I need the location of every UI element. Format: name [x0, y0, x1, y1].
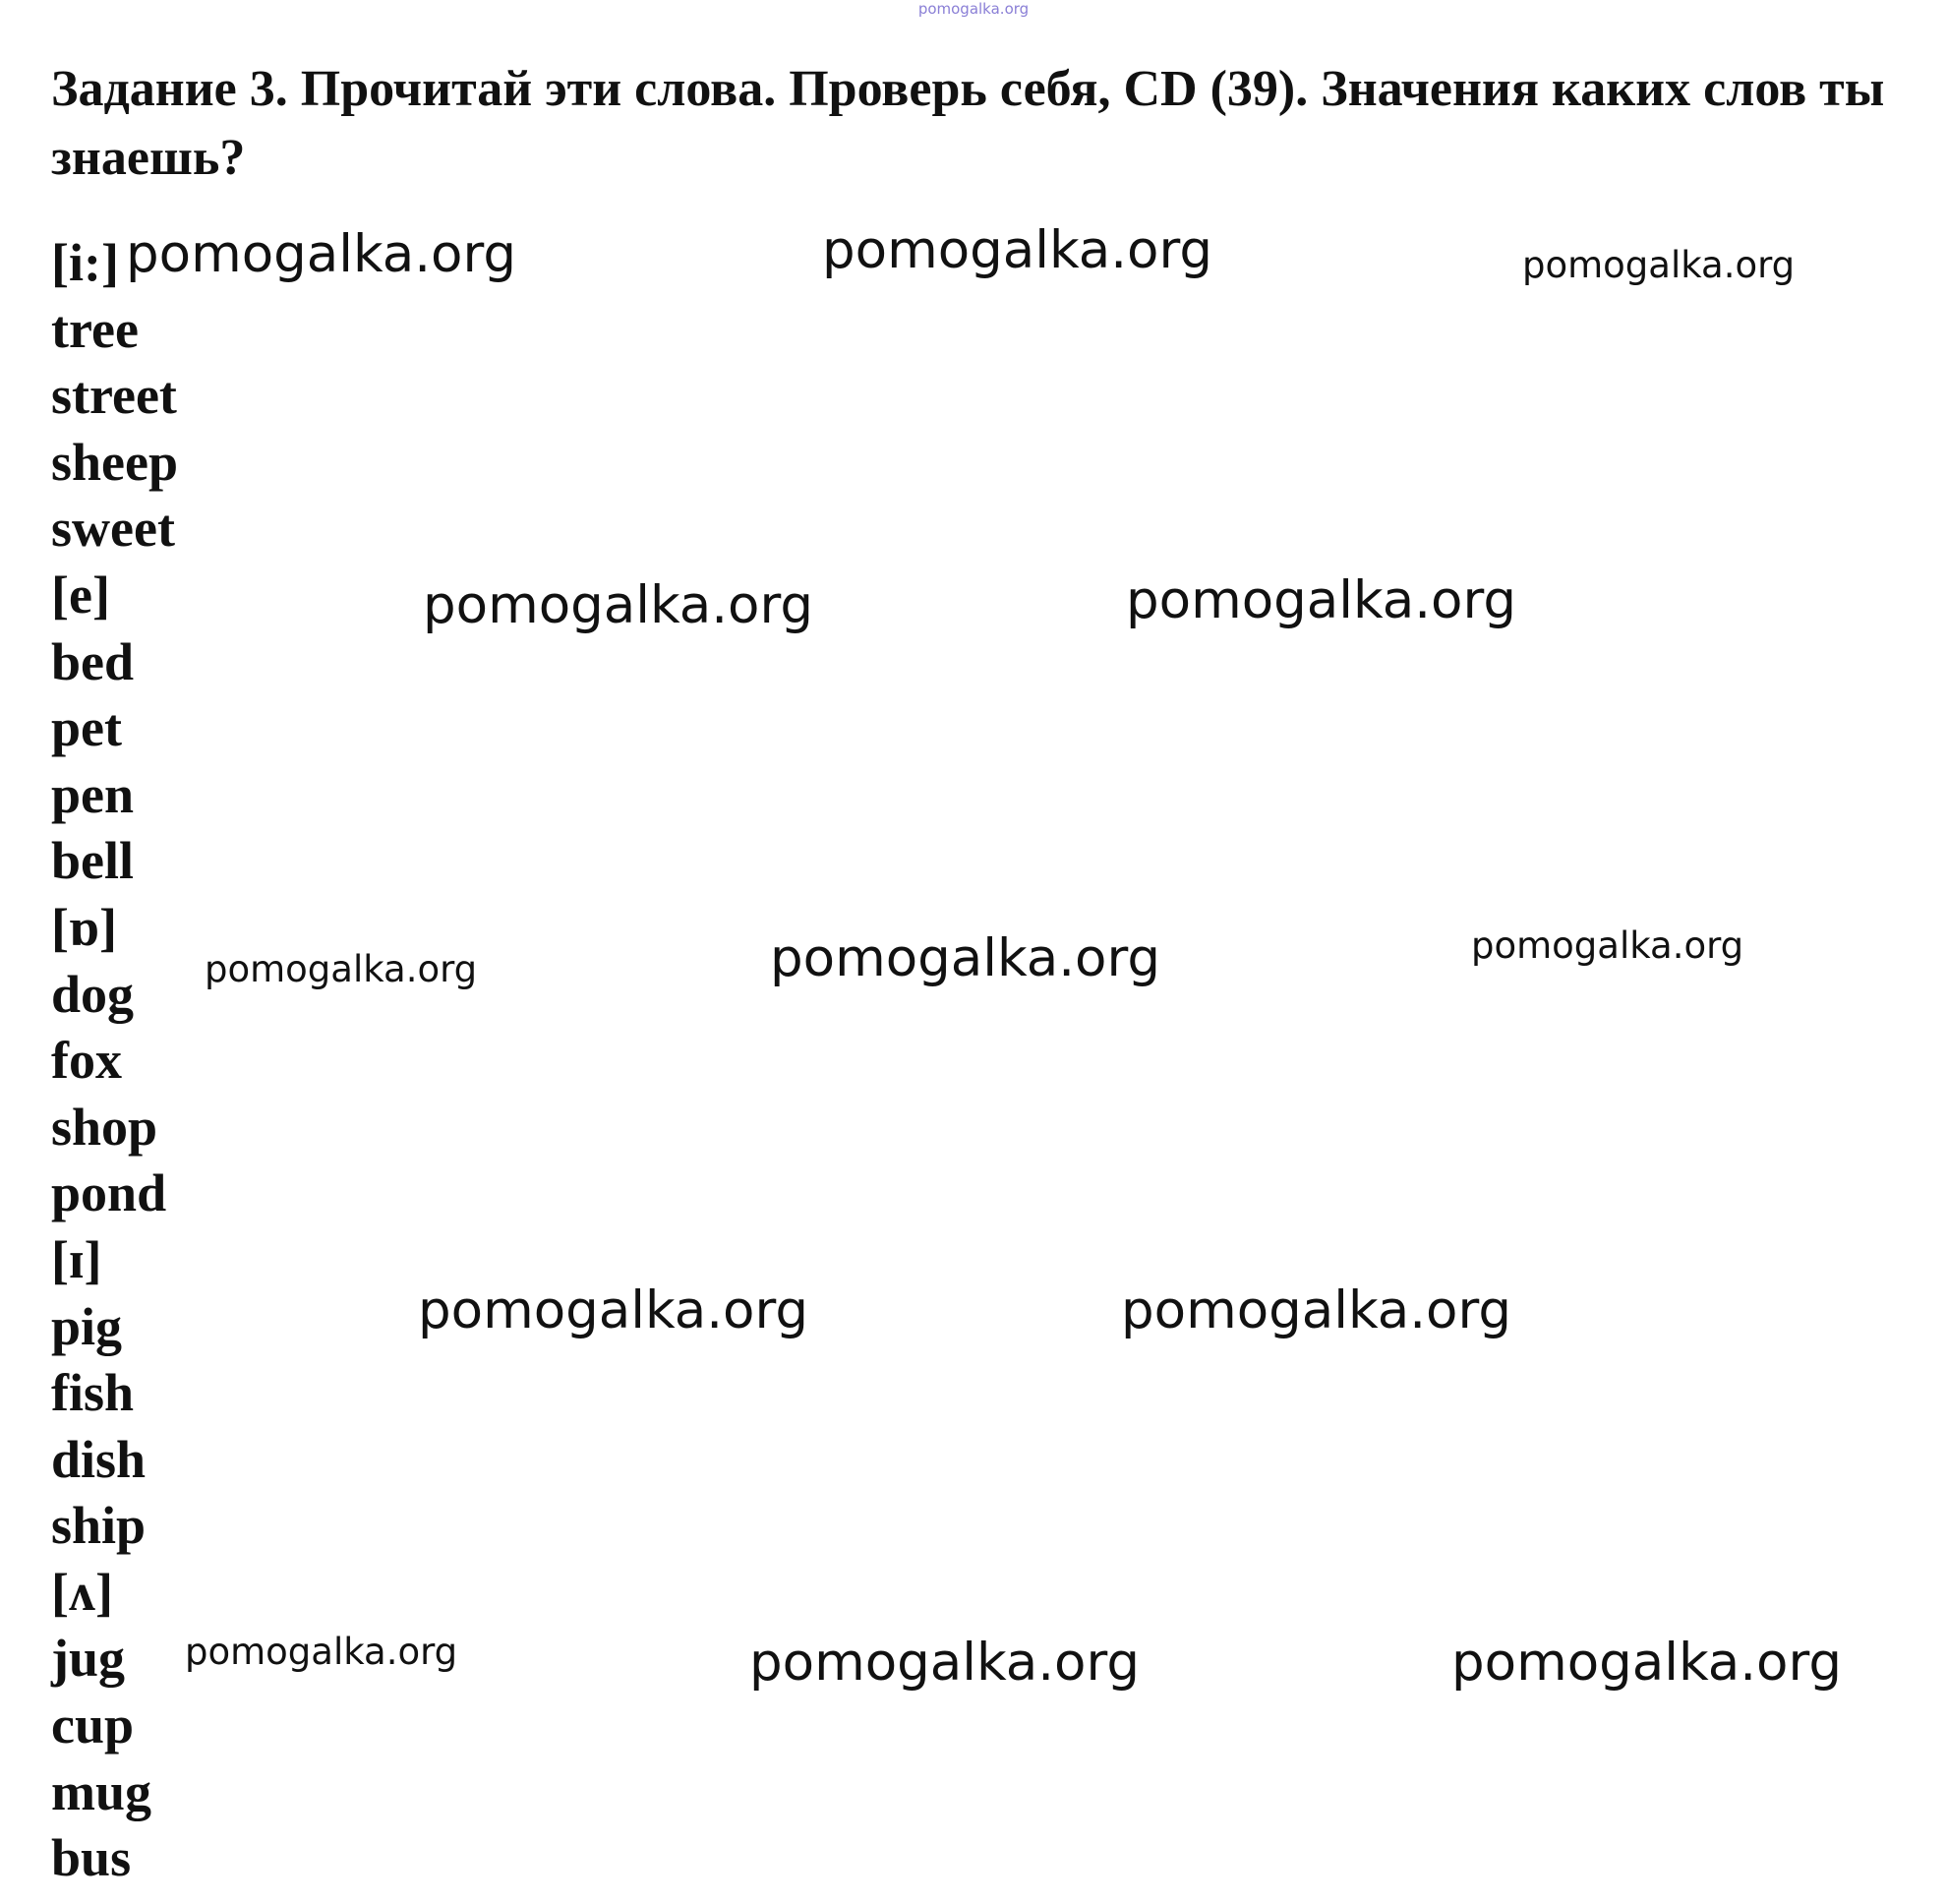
word-item: fox — [51, 1031, 122, 1091]
word-item: bed — [51, 631, 135, 691]
watermark: pomogalka.org — [770, 928, 1160, 988]
word-item: bus — [51, 1828, 132, 1888]
watermark: pomogalka.org — [1451, 1633, 1842, 1693]
phoneme-label: [ɒ] — [51, 897, 117, 957]
word-item: cup — [51, 1696, 135, 1755]
watermark: pomogalka.org — [1126, 570, 1516, 630]
word-item: dish — [51, 1429, 147, 1489]
phoneme-label: [e] — [51, 565, 110, 625]
word-item: pet — [51, 698, 122, 758]
word-list — [51, 230, 178, 1892]
word-item: shop — [51, 1097, 158, 1157]
watermark: pomogalka.org — [418, 1280, 808, 1340]
task-heading: Задание 3. Прочитай эти слова. Проверь себя, CD (39). Значения каких слов ты знаешь? — [51, 61, 1885, 186]
phoneme-label: [ʌ] — [51, 1562, 113, 1622]
word-item: pig — [51, 1296, 123, 1356]
word-item: bell — [51, 831, 135, 891]
word-item: street — [51, 366, 177, 426]
watermark: pomogalka.org — [822, 220, 1212, 280]
phoneme-label: [ɪ] — [51, 1229, 102, 1289]
word-item: fish — [51, 1363, 135, 1423]
word-item: pond — [51, 1163, 167, 1223]
watermark: pomogalka.org — [423, 575, 813, 635]
word-item: sheep — [51, 432, 179, 492]
watermark: pomogalka.org — [1121, 1280, 1511, 1340]
watermark: pomogalka.org — [126, 224, 516, 284]
word-item: dog — [51, 964, 135, 1024]
word-item: mug — [51, 1761, 152, 1821]
word-item: tree — [51, 299, 139, 359]
word-item: sweet — [51, 499, 175, 559]
watermark: pomogalka.org — [185, 1631, 458, 1673]
phoneme-label: [i:] — [51, 233, 119, 292]
watermark: pomogalka.org — [1522, 244, 1796, 286]
watermark: pomogalka.org — [1471, 924, 1744, 967]
watermark: pomogalka.org — [749, 1633, 1140, 1693]
word-item: jug — [51, 1629, 126, 1689]
word-item: pen — [51, 764, 135, 824]
watermark: pomogalka.org — [205, 948, 478, 990]
site-mark: pomogalka.org — [917, 0, 1030, 18]
word-item: ship — [51, 1496, 147, 1556]
